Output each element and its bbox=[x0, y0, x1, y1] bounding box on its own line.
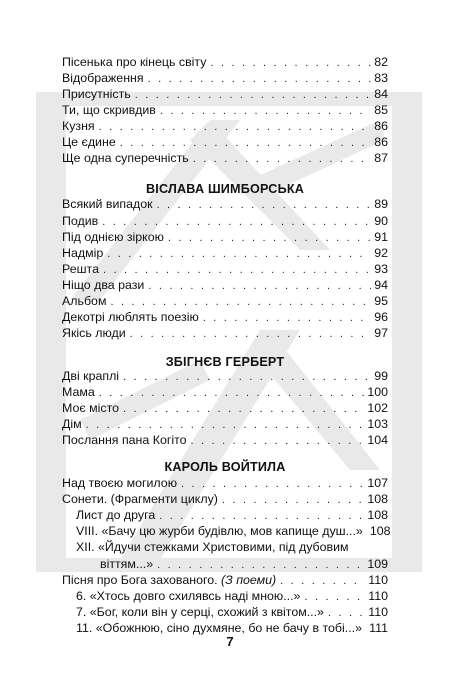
toc-entry[interactable] bbox=[62, 261, 388, 278]
toc-entry[interactable] bbox=[62, 309, 388, 326]
entry-page: 92 bbox=[374, 246, 388, 260]
entry-page: 82 bbox=[374, 55, 388, 69]
section-heading: ЗБІГНЄВ ГЕРБЕРТ bbox=[165, 355, 285, 369]
toc-entry[interactable] bbox=[100, 556, 388, 573]
section-heading: ВІСЛАВА ШИМБОРСЬКА bbox=[145, 182, 305, 196]
entry-page: 109 bbox=[367, 557, 388, 571]
section-heading: КАРОЛЬ ВОЙТИЛА bbox=[164, 460, 286, 474]
entry-title: 11. «Обожнюю, сіно духмяне, бо не бачу в тобі...» bbox=[76, 621, 362, 635]
entry-title: Над твоєю могилою bbox=[62, 476, 177, 490]
entry-page: 83 bbox=[374, 71, 388, 85]
entry-page: 104 bbox=[367, 433, 388, 447]
toc-entry[interactable] bbox=[62, 416, 388, 433]
entry-title: Пісенька про кінець світу bbox=[62, 55, 207, 69]
toc-entry[interactable] bbox=[62, 102, 388, 119]
entry-page: 94 bbox=[374, 278, 388, 292]
toc-entry[interactable] bbox=[62, 475, 388, 492]
toc-entry[interactable] bbox=[62, 491, 388, 508]
entry-page: 108 bbox=[367, 508, 388, 522]
toc-entry[interactable] bbox=[76, 507, 388, 524]
entry-page: 108 bbox=[367, 492, 388, 506]
toc-entry[interactable] bbox=[62, 384, 388, 401]
entry-title-line2: віттям...» bbox=[100, 557, 154, 571]
toc-entry[interactable] bbox=[62, 245, 388, 262]
entry-page: 111 bbox=[369, 621, 388, 635]
entry-title: Мама bbox=[62, 385, 95, 399]
entry-title: Під однією зіркою bbox=[62, 230, 164, 244]
entry-title: Всякий випадок bbox=[62, 197, 153, 211]
entry-title: Послання пана Когіто bbox=[62, 433, 187, 447]
toc-entry[interactable] bbox=[62, 118, 388, 135]
toc-entry[interactable] bbox=[62, 70, 388, 87]
entry-title: Надмір bbox=[62, 246, 104, 260]
entry-title: Кузня bbox=[62, 119, 95, 133]
entry-page: 97 bbox=[374, 326, 388, 340]
entry-title: Це єдине bbox=[62, 135, 116, 149]
page-number: 7 bbox=[226, 634, 234, 649]
leader-dots bbox=[191, 433, 365, 450]
entry-page: 84 bbox=[374, 87, 388, 101]
leader-dots bbox=[157, 197, 372, 214]
entry-title: 7. «Бог, коли він у серці, схожий з квітом...» bbox=[76, 605, 324, 619]
entry-title: Декотрі люблять поезію bbox=[62, 310, 199, 324]
entry-title: Решта bbox=[62, 262, 99, 276]
entry-note: (З поеми) bbox=[221, 573, 277, 587]
entry-title: Якісь люди bbox=[62, 326, 126, 340]
entry-page: 85 bbox=[374, 103, 388, 117]
entry-title-line1[interactable]: XII. «Йдучи стежками Христовими, під дубовим bbox=[76, 540, 349, 554]
entry-page: 87 bbox=[374, 151, 388, 165]
toc-entry[interactable] bbox=[62, 54, 388, 71]
entry-title: Ще одна суперечність bbox=[62, 151, 189, 165]
toc-entry[interactable] bbox=[76, 604, 388, 621]
entry-title: Моє місто bbox=[62, 401, 120, 415]
entry-title: Пісня про Бога захованого. bbox=[62, 573, 218, 587]
toc-entry[interactable] bbox=[62, 293, 388, 310]
entry-page: 107 bbox=[367, 476, 388, 490]
toc-entry[interactable] bbox=[76, 523, 391, 540]
toc-entry[interactable] bbox=[62, 325, 388, 342]
toc-entry[interactable] bbox=[76, 588, 388, 605]
toc-entry[interactable] bbox=[62, 572, 388, 589]
entry-page: 95 bbox=[374, 294, 388, 308]
toc-entry[interactable] bbox=[62, 86, 388, 103]
entry-page: 86 bbox=[374, 119, 388, 133]
entry-page: 108 bbox=[369, 524, 391, 538]
entry-page: 99 bbox=[374, 369, 388, 383]
entry-page: 103 bbox=[367, 417, 388, 431]
entry-page: 93 bbox=[374, 262, 388, 276]
entry-title: Присутність bbox=[62, 87, 131, 101]
entry-page: 91 bbox=[374, 230, 388, 244]
toc-entry[interactable] bbox=[62, 196, 388, 213]
toc-entry[interactable] bbox=[62, 400, 388, 417]
entry-page: 96 bbox=[374, 310, 388, 324]
entry-page: 102 bbox=[367, 401, 388, 415]
entry-page: 100 bbox=[367, 385, 388, 399]
entry-title: Ти, що скривдив bbox=[62, 103, 156, 117]
entry-page: 110 bbox=[368, 589, 388, 603]
entry-title: Відображення bbox=[62, 71, 144, 85]
entry-title: Ніщо два рази bbox=[62, 278, 145, 292]
entry-title: 6. «Хтось довго схилявсь наді мною...» bbox=[76, 589, 301, 603]
leader-dots bbox=[193, 151, 371, 168]
entry-page: 86 bbox=[374, 135, 388, 149]
toc-entry[interactable] bbox=[62, 229, 388, 246]
entry-page: 110 bbox=[368, 573, 388, 587]
entry-title: VIII. «Бачу цю журби будівлю, мов капище душ...» bbox=[76, 524, 363, 538]
entry-page: 90 bbox=[374, 214, 388, 228]
entry-title: Альбом bbox=[62, 294, 107, 308]
toc-entry[interactable] bbox=[62, 134, 388, 151]
entry-title: Дім bbox=[62, 417, 82, 431]
entry-title: Сонети. (Фрагменти циклу) bbox=[62, 492, 218, 506]
entry-title: Подив bbox=[62, 214, 99, 228]
toc-entry[interactable] bbox=[62, 277, 388, 294]
toc-entry[interactable] bbox=[62, 213, 388, 230]
toc-entry[interactable] bbox=[62, 150, 388, 167]
entry-page: 110 bbox=[368, 605, 388, 619]
toc-entry[interactable] bbox=[62, 368, 388, 385]
leader-dots bbox=[130, 326, 372, 343]
entry-page: 89 bbox=[374, 197, 388, 211]
entry-title: Лист до друга bbox=[76, 508, 156, 522]
toc-entry[interactable] bbox=[62, 432, 388, 449]
entry-title: Дві краплі bbox=[62, 369, 120, 383]
